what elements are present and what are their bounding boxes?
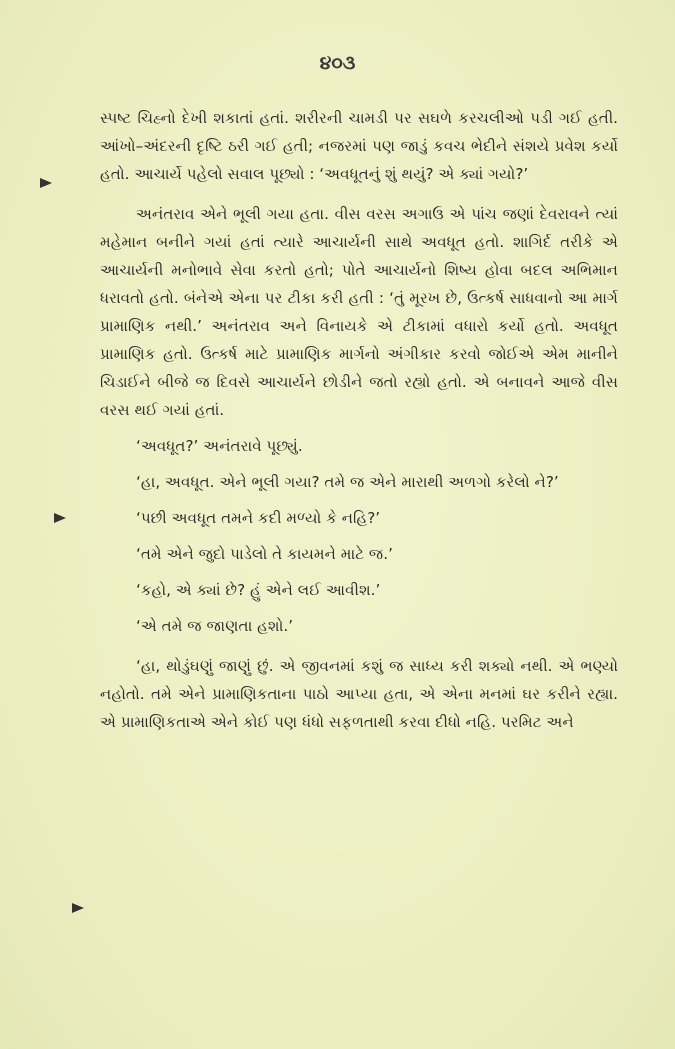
paragraph: સ્પષ્ટ ચિહ્નો દેખી શકાતાં હતાં. શરીરની ચામડી પર સઘળે કરચલીઓ પડી ગઈ હતી. આંખો–અંદરની દૃષ્ટિ ઠરી ગઈ હતી; નજરમાં પણ જાડું કવચ ભેદીને સંશયે પ્રવેશ કર્યો હતો. આચાર્યે પહેલો સવાલ પૂછ્યો : ‘અવધૂતનું શું થયું? એ ક્યાં ગયો?’ <box>100 109 618 183</box>
dialogue-line: ‘હા, અવધૂત. એને ભૂલી ગયા? તમે જ એને મારાથી અળગો કરેલો ને?’ <box>136 473 559 491</box>
margin-arrow-mark <box>54 513 66 523</box>
margin-arrow-mark <box>40 178 52 188</box>
margin-arrow-mark <box>72 903 84 913</box>
paragraph: અનંતરાવ એને ભૂલી ગયા હતા. વીસ વરસ અગાઉ એ પાંચ જણાં દેવરાવને ત્યાં મહેમાન બનીને ગયાં હતાં ત્યારે આચાર્યની સાથે અવધૂત હતો. શાગિર્દ તરીકે એ આચાર્યની મનોભાવે સેવા કરતો હતો; પોતે આચાર્યનો શિષ્ય હોવા બદલ અભિમાન ધરાવતો હતો. બંનેએ એના પર ટીકા કરી હતી : ‘તું મૂરખ છે, ઉત્કર્ષ સાધવાનો આ માર્ગ પ્રામાણિક નથી.’ અનંતરાવ અને વિનાયકે એ ટીકામાં વધારો કર્યો હતો. અવધૂત પ્રામાણિક હતો. ઉત્કર્ષ માટે પ્રામાણિક માર્ગનો અંગીકાર કરવો જોઈએ એમ માનીને ચિડાઈને બીજે જ દિવસે આચાર્યને છોડીને જતો રહ્યો હતો. એ બનાવને આજે વીસ વરસ થઈ ગયાં હતાં. <box>100 205 618 419</box>
dialogue-line: ‘પછી અવધૂત તમને કદી મળ્યો કે નહિ?’ <box>136 509 381 527</box>
dialogue-line: ‘અવધૂત?’ અનંતરાવે પૂછ્યું. <box>136 437 303 455</box>
dialogue-line: ‘એ તમે જ જાણતા હશો.’ <box>136 617 294 635</box>
dialogue-line: ‘કહો, એ ક્યાં છે? હું એને લઈ આવીશ.’ <box>136 581 381 599</box>
paragraph: ‘હા, થોડુંઘણું જાણું છું. એ જીવનમાં કશું જ સાધ્ય કરી શક્યો નથી. એ ભણ્યો નહોતો. તમે એને પ્રામાણિકતાના પાઠો આપ્યા હતા, એ એના મનમાં ઘર કરીને રહ્યા. એ પ્રામાણિકતાએ એને કોઈ પણ ધંધો સફળતાથી કરવા દીધો નહિ. પરમિટ અને <box>100 657 618 731</box>
dialogue-line: ‘તમે એને જુદો પાડેલો તે કાયમને માટે જ.’ <box>136 545 393 563</box>
page-body <box>100 104 618 736</box>
page-number: ૪૦૩ <box>319 52 356 74</box>
